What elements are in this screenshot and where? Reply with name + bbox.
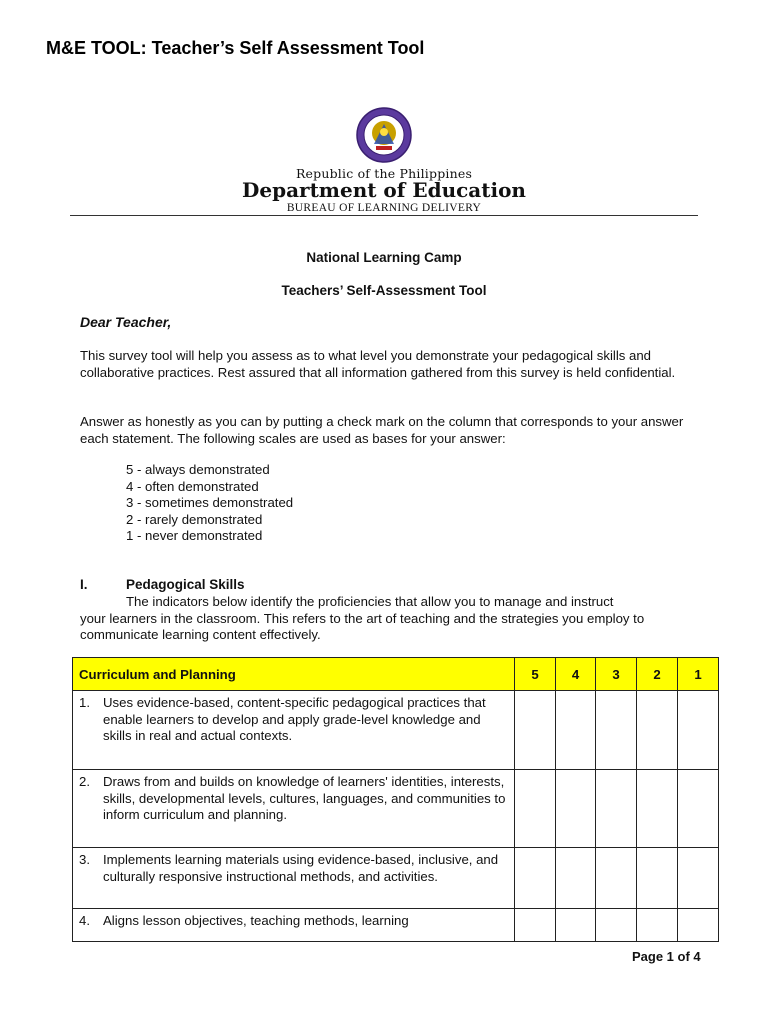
letterhead-divider <box>70 215 698 216</box>
indicator-cell <box>73 848 515 909</box>
page-heading: M&E TOOL: Teacher’s Self Assessment Tool <box>46 38 425 58</box>
document-title: National Learning Camp <box>306 250 462 265</box>
instructions-paragraph: Answer as honestly as you can by putting a check mark on the column that corresponds to your answer each statement. The following scales are used as bases for your answer: <box>80 414 684 446</box>
rating-scale-list <box>126 462 293 545</box>
rating-cell-2[interactable] <box>637 848 678 909</box>
scale-header-1: 1 <box>678 658 719 691</box>
deped-seal-icon <box>348 106 420 164</box>
rating-cell-4[interactable] <box>556 848 596 909</box>
rating-cell-4[interactable] <box>556 909 596 942</box>
table-row <box>73 770 719 848</box>
table-row <box>73 848 719 909</box>
indicator-cell <box>73 909 515 942</box>
section-description-rest: your learners in the classroom. This refers to the art of teaching and the strategies you employ to communicate learning content effectively. <box>80 610 645 642</box>
indicator-cell <box>73 770 515 848</box>
scale-item: 4 - often demonstrated <box>126 478 259 494</box>
rating-cell-2[interactable] <box>637 909 678 942</box>
indicator-number: 2. <box>79 774 90 789</box>
rating-cell-2[interactable] <box>637 770 678 848</box>
intro-paragraph: This survey tool will help you assess as to what level you demonstrate your pedagogical skills and collaborative practices. Rest assured that all information gathered from this survey is held confidential. <box>80 348 676 380</box>
indicator-number: 1. <box>79 695 90 710</box>
letterhead-department: Department of Education <box>242 178 526 202</box>
indicator-number: 3. <box>79 852 90 867</box>
table-row <box>73 691 719 770</box>
table-header-row <box>73 658 719 691</box>
rating-cell-3[interactable] <box>596 691 637 770</box>
category-header: Curriculum and Planning <box>73 658 515 691</box>
scale-header-4: 4 <box>556 658 596 691</box>
scale-item: 3 - sometimes demonstrated <box>126 495 294 510</box>
rating-cell-5[interactable] <box>515 848 556 909</box>
rating-cell-1[interactable] <box>678 770 719 848</box>
rating-cell-1[interactable] <box>678 909 719 942</box>
assessment-table <box>72 657 719 942</box>
scale-item: 2 - rarely demonstrated <box>126 511 263 527</box>
indicator-text: Implements learning materials using evidence-based, inclusive, and culturally responsive instructional methods, and activities. <box>103 852 499 884</box>
page-number: Page 1 of 4 <box>632 949 701 964</box>
rating-cell-1[interactable] <box>678 691 719 770</box>
section-description-first-line: The indicators below identify the proficiencies that allow you to manage and instruct <box>126 594 614 609</box>
scale-header-5: 5 <box>515 658 556 691</box>
rating-cell-3[interactable] <box>596 909 637 942</box>
scale-item: 1 - never demonstrated <box>126 528 263 543</box>
scale-item: 5 - always demonstrated <box>126 462 270 477</box>
scale-header-3: 3 <box>596 658 637 691</box>
rating-cell-4[interactable] <box>556 691 596 770</box>
letterhead-republic: Republic of the Philippines <box>295 166 473 181</box>
indicator-text: Draws from and builds on knowledge of learners' identities, interests, skills, developmental levels, cultures, languages, and communities to inform curriculum and planning. <box>103 774 506 822</box>
section-number: I. <box>80 577 88 592</box>
scale-header-2: 2 <box>637 658 678 691</box>
rating-cell-3[interactable] <box>596 848 637 909</box>
rating-cell-1[interactable] <box>678 848 719 909</box>
letterhead-bureau: BUREAU OF LEARNING DELIVERY <box>286 202 482 214</box>
salutation: Dear Teacher, <box>80 314 172 330</box>
rating-cell-5[interactable] <box>515 691 556 770</box>
rating-cell-4[interactable] <box>556 770 596 848</box>
document-subtitle: Teachers’ Self-Assessment Tool <box>281 283 487 298</box>
rating-cell-3[interactable] <box>596 770 637 848</box>
rating-cell-5[interactable] <box>515 909 556 942</box>
table-row <box>73 909 719 942</box>
rating-cell-5[interactable] <box>515 770 556 848</box>
indicator-text: Uses evidence-based, content-specific pedagogical practices that enable learners to develop and apply grade-level knowledge and skills in real and actual contexts. <box>103 695 486 743</box>
indicator-cell <box>73 691 515 770</box>
section-description <box>80 594 710 644</box>
indicator-text: Aligns lesson objectives, teaching methods, learning <box>103 913 409 928</box>
rating-cell-2[interactable] <box>637 691 678 770</box>
section-title: Pedagogical Skills <box>126 577 245 592</box>
indicator-number: 4. <box>79 913 90 928</box>
